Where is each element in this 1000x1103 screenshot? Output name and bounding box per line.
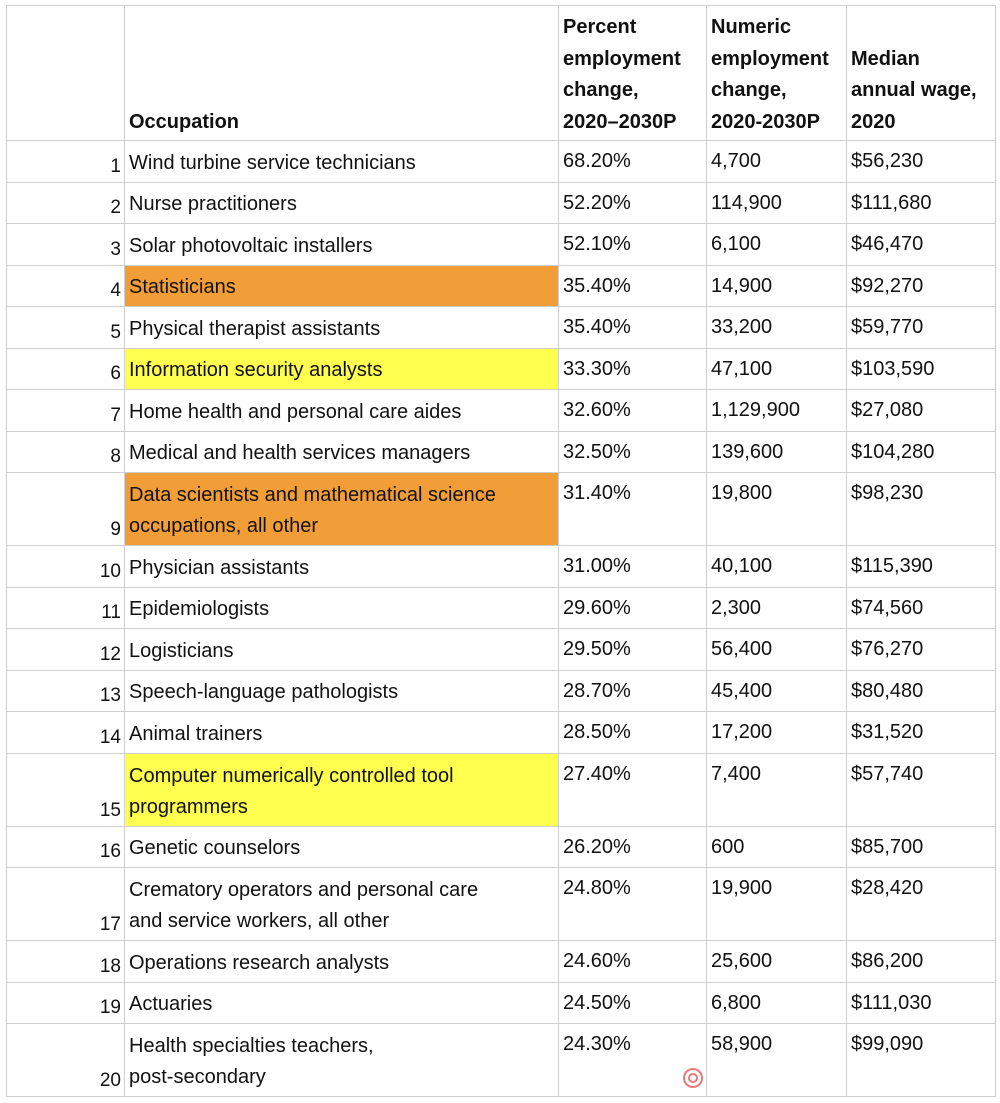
occupation-header: Occupation (129, 110, 240, 133)
numeric-change-cell[interactable]: 33,200 (707, 307, 847, 349)
table-row (7, 307, 996, 349)
numeric-change-cell[interactable]: 17,200 (707, 712, 847, 754)
occupation-text: Medical and health services managers (129, 442, 471, 464)
percent-change-cell[interactable]: 32.50% (559, 431, 707, 473)
numeric-change-cell[interactable]: 45,400 (707, 670, 847, 712)
percent-change-cell[interactable]: 68.20% (559, 141, 707, 183)
median-wage-header-cell[interactable] (847, 6, 996, 141)
numeric-change-cell[interactable]: 4,700 (707, 141, 847, 183)
occupation-text: and service workers, all other (129, 910, 390, 932)
header-row (7, 6, 996, 141)
percent-change-cell[interactable]: 24.80% (559, 868, 707, 941)
percent-change-cell[interactable]: 29.60% (559, 587, 707, 629)
table-row (7, 431, 996, 473)
occupation-cell[interactable] (125, 348, 559, 390)
median-wage-cell[interactable]: $98,230 (847, 473, 996, 546)
row-number-cell[interactable]: 8 (7, 431, 125, 473)
median-wage-cell[interactable]: $28,420 (847, 868, 996, 941)
occupation-text: Wind turbine service technicians (129, 151, 416, 174)
table-row (7, 546, 996, 588)
occupation-cell[interactable] (125, 431, 559, 473)
median-wage-cell[interactable]: $115,390 (847, 546, 996, 588)
table-row (7, 941, 996, 983)
numeric-change-cell[interactable]: 139,600 (707, 431, 847, 473)
numeric-change-cell[interactable]: 19,800 (707, 473, 847, 546)
occupation-text: Physician assistants (129, 556, 310, 579)
percent-change-cell[interactable]: 31.00% (559, 546, 707, 588)
median-wage-cell[interactable]: $99,090 (847, 1024, 996, 1097)
percent-change-cell[interactable]: 26.20% (559, 826, 707, 868)
occupation-text: Nurse practitioners (129, 193, 297, 215)
median-wage-cell[interactable]: $111,030 (847, 982, 996, 1024)
occupation-cell[interactable] (125, 265, 559, 307)
numeric-change-cell[interactable]: 19,900 (707, 868, 847, 941)
occupation-cell[interactable] (125, 587, 559, 629)
occupation-text: Information security analysts (129, 359, 383, 381)
table-row (7, 868, 996, 941)
percent-change-cell[interactable]: 35.40% (559, 265, 707, 307)
table-row (7, 473, 996, 546)
occupation-text: Health specialties teachers, (129, 1035, 374, 1057)
numeric-change-cell[interactable]: 1,129,900 (707, 390, 847, 432)
occupation-text: Computer numerically controlled tool (129, 764, 454, 787)
percent-change-header-line: 2020–2030P (563, 110, 677, 133)
median-wage-header-line: annual wage, (851, 79, 977, 101)
median-wage-cell[interactable]: $56,230 (847, 141, 996, 183)
percent-change-cell[interactable]: 31.40% (559, 473, 707, 546)
percent-change-header-line: Percent (563, 16, 637, 38)
median-wage-cell[interactable]: $31,520 (847, 712, 996, 754)
percent-change-cell[interactable]: 28.70% (559, 670, 707, 712)
occupation-cell[interactable] (125, 670, 559, 712)
median-wage-cell[interactable]: $92,270 (847, 265, 996, 307)
table-row (7, 982, 996, 1024)
occupation-header-cell[interactable] (125, 6, 559, 141)
numeric-change-cell[interactable]: 6,800 (707, 982, 847, 1024)
numeric-change-cell[interactable]: 58,900 (707, 1024, 847, 1097)
median-wage-cell[interactable]: $59,770 (847, 307, 996, 349)
occupation-text: occupations, all other (129, 515, 319, 537)
row-number-cell[interactable]: 4 (7, 265, 125, 307)
occupation-cell[interactable] (125, 473, 559, 546)
occupation-cell[interactable] (125, 1024, 559, 1097)
percent-change-cell[interactable]: 24.50% (559, 982, 707, 1024)
numeric-change-header-line: 2020-2030P (711, 110, 820, 133)
percent-change-header-line: employment (563, 47, 681, 70)
occupation-text: post-secondary (129, 1066, 266, 1088)
row-number-cell[interactable]: 17 (7, 868, 125, 941)
median-wage-cell[interactable]: $46,470 (847, 224, 996, 266)
numeric-change-header-line: Numeric (711, 16, 792, 38)
occupation-text: Home health and personal care aides (129, 400, 462, 423)
occupation-table (6, 5, 996, 1097)
table-row (7, 182, 996, 224)
occupation-text: Actuaries (129, 993, 213, 1015)
occupation-cell[interactable] (125, 307, 559, 349)
table-row (7, 826, 996, 868)
row-number-cell[interactable]: 9 (7, 473, 125, 546)
table-row (7, 265, 996, 307)
median-wage-cell[interactable]: $57,740 (847, 753, 996, 826)
numeric-change-cell[interactable]: 40,100 (707, 546, 847, 588)
row-number-cell[interactable]: 12 (7, 629, 125, 671)
median-wage-cell[interactable]: $74,560 (847, 587, 996, 629)
row-number-header-cell[interactable] (7, 6, 125, 141)
occupation-text: Solar photovoltaic installers (129, 234, 373, 257)
percent-change-cell[interactable]: 52.10% (559, 224, 707, 266)
numeric-change-cell[interactable]: 47,100 (707, 348, 847, 390)
numeric-change-header-line: employment (711, 47, 829, 70)
occupation-text: Physical therapist assistants (129, 317, 381, 340)
occupation-cell[interactable] (125, 224, 559, 266)
percent-change-cell[interactable]: 24.30% (559, 1024, 707, 1097)
median-wage-cell[interactable]: $76,270 (847, 629, 996, 671)
percent-change-cell[interactable]: 35.40% (559, 307, 707, 349)
occupation-cell[interactable] (125, 712, 559, 754)
row-number-cell[interactable]: 1 (7, 141, 125, 183)
table-row (7, 224, 996, 266)
numeric-change-header-cell[interactable] (707, 6, 847, 141)
cursor-indicator-icon (683, 1068, 703, 1088)
occupation-cell[interactable] (125, 390, 559, 432)
occupation-cell[interactable] (125, 982, 559, 1024)
table-row (7, 753, 996, 826)
median-wage-header-line: 2020 (851, 110, 896, 133)
percent-change-header-cell[interactable] (559, 6, 707, 141)
numeric-change-cell[interactable]: 2,300 (707, 587, 847, 629)
row-number-cell[interactable]: 15 (7, 753, 125, 826)
occupation-text: Genetic counselors (129, 837, 301, 859)
row-number-cell[interactable]: 6 (7, 348, 125, 390)
percent-change-cell[interactable]: 29.50% (559, 629, 707, 671)
occupation-cell[interactable] (125, 629, 559, 671)
numeric-change-cell[interactable]: 600 (707, 826, 847, 868)
row-number-cell[interactable]: 5 (7, 307, 125, 349)
numeric-change-cell[interactable]: 6,100 (707, 224, 847, 266)
row-number-cell[interactable]: 13 (7, 670, 125, 712)
median-wage-cell[interactable]: $86,200 (847, 941, 996, 983)
table-row (7, 348, 996, 390)
table-row (7, 1024, 996, 1097)
occupation-text: Crematory operators and personal care (129, 879, 479, 901)
occupation-text: Animal trainers (129, 722, 263, 745)
percent-change-cell[interactable]: 27.40% (559, 753, 707, 826)
numeric-change-cell[interactable]: 56,400 (707, 629, 847, 671)
table-row (7, 670, 996, 712)
occupation-text: programmers (129, 795, 248, 818)
row-number-cell[interactable]: 16 (7, 826, 125, 868)
occupation-cell[interactable] (125, 546, 559, 588)
numeric-change-cell[interactable]: 7,400 (707, 753, 847, 826)
percent-change-cell[interactable]: 24.60% (559, 941, 707, 983)
numeric-change-cell[interactable]: 25,600 (707, 941, 847, 983)
occupation-cell[interactable] (125, 753, 559, 826)
row-number-cell[interactable]: 7 (7, 390, 125, 432)
row-number-cell[interactable]: 11 (7, 587, 125, 629)
median-wage-cell[interactable]: $103,590 (847, 348, 996, 390)
median-wage-cell[interactable]: $27,080 (847, 390, 996, 432)
table-row (7, 141, 996, 183)
median-wage-header-line: Median (851, 47, 920, 70)
numeric-change-cell[interactable]: 114,900 (707, 182, 847, 224)
occupation-cell[interactable] (125, 826, 559, 868)
table-row (7, 629, 996, 671)
median-wage-cell[interactable]: $85,700 (847, 826, 996, 868)
table-row (7, 712, 996, 754)
row-number-cell[interactable]: 20 (7, 1024, 125, 1097)
row-number-cell[interactable]: 14 (7, 712, 125, 754)
numeric-change-cell[interactable]: 14,900 (707, 265, 847, 307)
occupation-text: Data scientists and mathematical science (129, 484, 496, 506)
row-number-cell[interactable]: 2 (7, 182, 125, 224)
percent-change-cell[interactable]: 28.50% (559, 712, 707, 754)
percent-change-cell[interactable]: 52.20% (559, 182, 707, 224)
table-body (7, 141, 996, 1097)
table-row (7, 587, 996, 629)
occupation-text: Logisticians (129, 639, 234, 662)
median-wage-cell[interactable]: $80,480 (847, 670, 996, 712)
row-number-cell[interactable]: 3 (7, 224, 125, 266)
occupation-text: Speech-language pathologists (129, 681, 399, 703)
occupation-text: Epidemiologists (129, 598, 270, 620)
percent-change-cell[interactable]: 33.30% (559, 348, 707, 390)
row-number-cell[interactable]: 18 (7, 941, 125, 983)
occupation-text: Statisticians (129, 276, 236, 298)
row-number-cell[interactable]: 19 (7, 982, 125, 1024)
median-wage-cell[interactable]: $111,680 (847, 182, 996, 224)
occupation-cell[interactable] (125, 182, 559, 224)
occupation-cell[interactable] (125, 868, 559, 941)
median-wage-cell[interactable]: $104,280 (847, 431, 996, 473)
occupation-text: Operations research analysts (129, 951, 390, 974)
occupation-cell[interactable] (125, 141, 559, 183)
table-row (7, 390, 996, 432)
occupation-cell[interactable] (125, 941, 559, 983)
row-number-cell[interactable]: 10 (7, 546, 125, 588)
numeric-change-header-line: change, (711, 79, 787, 101)
percent-change-cell[interactable]: 32.60% (559, 390, 707, 432)
percent-change-header-line: change, (563, 79, 639, 101)
